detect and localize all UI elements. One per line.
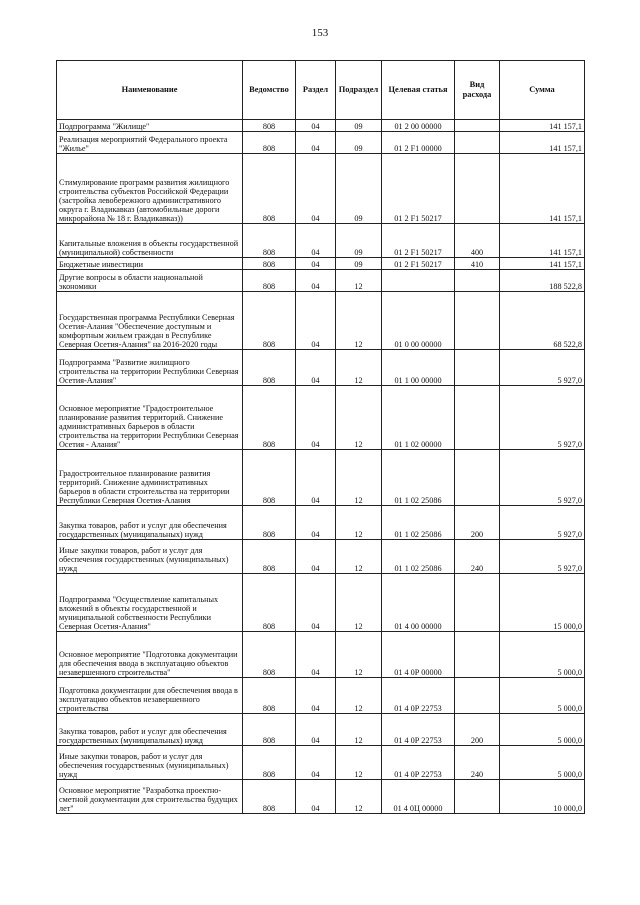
row-razdel-cell: 04 [296,574,336,632]
row-podrazdel-cell: 12 [336,540,382,574]
row-razdel-cell: 04 [296,120,336,132]
page-number: 153 [311,27,329,39]
row-name-cell: Другие вопросы в области национальной экономики [57,270,243,292]
header-celevaya: Целевая статья [382,61,455,120]
row-podrazdel-cell: 12 [336,678,382,714]
row-name-cell: Стимулирование программ развития жилищного строительства субъектов Российской Федерации (застройка левобережного административного округа г. Владикавказ (автомобильные дороги микрорайона № 18 г. Владикавказ)) [57,154,243,224]
row-vid-cell [455,154,500,224]
table-row [57,780,585,814]
row-ved-cell: 808 [243,678,296,714]
header-summa: Сумма [500,61,585,120]
row-vid-cell: 410 [455,258,500,270]
header-razdel: Раздел [296,61,336,120]
row-ved-cell: 808 [243,224,296,258]
row-celevaya-cell: 01 4 0Ц 00000 [382,780,455,814]
row-celevaya-cell: 01 2 F1 50217 [382,258,455,270]
row-vid-cell: 400 [455,224,500,258]
row-celevaya-cell: 01 4 00 00000 [382,574,455,632]
row-podrazdel-cell: 12 [336,350,382,386]
row-ved-cell: 808 [243,450,296,506]
row-ved-cell: 808 [243,270,296,292]
row-name-cell: Бюджетные инвестиции [57,258,243,270]
row-celevaya-cell: 01 1 02 25086 [382,506,455,540]
row-razdel-cell: 04 [296,270,336,292]
row-podrazdel-cell: 12 [336,574,382,632]
row-ved-cell: 808 [243,292,296,350]
row-celevaya-cell: 01 1 02 00000 [382,386,455,450]
row-vid-cell: 240 [455,540,500,574]
row-celevaya-cell: 01 2 F1 50217 [382,154,455,224]
table-header-row [57,61,585,120]
row-summa-cell: 188 522,8 [500,270,585,292]
row-razdel-cell: 04 [296,540,336,574]
row-vid-cell [455,780,500,814]
row-podrazdel-cell: 12 [336,386,382,450]
table-row [57,746,585,780]
row-vid-cell [455,450,500,506]
table-row [57,678,585,714]
table-row [57,258,585,270]
row-vid-cell: 240 [455,746,500,780]
row-name-cell: Основное мероприятие "Градостроительное планирование развития территорий. Снижение административных барьеров в области строительства на территории Республики Северная Осетия - Алания" [57,386,243,450]
table-row [57,224,585,258]
row-vid-cell [455,678,500,714]
row-summa-cell: 5 927,0 [500,386,585,450]
row-ved-cell: 808 [243,154,296,224]
row-celevaya-cell: 01 2 00 00000 [382,120,455,132]
table-row [57,270,585,292]
row-vid-cell [455,270,500,292]
row-ved-cell: 808 [243,386,296,450]
table-row [57,714,585,746]
row-summa-cell: 15 000,0 [500,574,585,632]
row-ved-cell: 808 [243,506,296,540]
row-podrazdel-cell: 09 [336,132,382,154]
table-body [57,120,585,814]
row-name-cell: Капитальные вложения в объекты государственной (муниципальной) собственности [57,224,243,258]
row-ved-cell: 808 [243,540,296,574]
row-name-cell: Иные закупки товаров, работ и услуг для обеспечения государственных (муниципальных) нужд [57,746,243,780]
row-podrazdel-cell: 12 [336,746,382,780]
row-razdel-cell: 04 [296,678,336,714]
row-summa-cell: 5 000,0 [500,632,585,678]
row-summa-cell: 141 157,1 [500,120,585,132]
row-summa-cell: 141 157,1 [500,224,585,258]
budget-table [56,60,585,814]
row-name-cell: Градостроительное планирование развития территорий. Снижение административных барьеров в области строительства на территории Республики Северная Осетия-Алания [57,450,243,506]
table-row [57,540,585,574]
row-celevaya-cell: 01 4 0Р 22753 [382,746,455,780]
row-vid-cell [455,574,500,632]
row-name-cell: Подпрограмма "Развитие жилищного строительства на территории Республики Северная Осетия-Алания" [57,350,243,386]
row-summa-cell: 5 000,0 [500,678,585,714]
table-row [57,292,585,350]
row-celevaya-cell: 01 1 02 25086 [382,450,455,506]
row-ved-cell: 808 [243,258,296,270]
row-razdel-cell: 04 [296,132,336,154]
row-podrazdel-cell: 09 [336,154,382,224]
row-podrazdel-cell: 12 [336,292,382,350]
table-row [57,574,585,632]
row-podrazdel-cell: 09 [336,120,382,132]
row-summa-cell: 10 000,0 [500,780,585,814]
row-podrazdel-cell: 12 [336,450,382,506]
row-summa-cell: 68 522,8 [500,292,585,350]
table-row [57,386,585,450]
row-summa-cell: 5 927,0 [500,450,585,506]
row-summa-cell: 5 927,0 [500,350,585,386]
row-podrazdel-cell: 12 [336,714,382,746]
row-vid-cell [455,350,500,386]
row-podrazdel-cell: 09 [336,224,382,258]
row-name-cell: Государственная программа Республики Северная Осетия-Алания "Обеспечение доступным и комфортным жильем граждан в Республике Северная Осетия-Алания" на 2016-2020 годы [57,292,243,350]
row-name-cell: Основное мероприятие "Разработка проектно-сметной документации для строительства будущих лет" [57,780,243,814]
row-name-cell: Реализация мероприятий Федерального проекта "Жилье" [57,132,243,154]
row-celevaya-cell: 01 0 00 00000 [382,292,455,350]
row-name-cell: Закупка товаров, работ и услуг для обеспечения государственных (муниципальных) нужд [57,714,243,746]
row-celevaya-cell: 01 4 0Р 00000 [382,632,455,678]
table-row [57,350,585,386]
header-ved: Ведомство [243,61,296,120]
row-ved-cell: 808 [243,574,296,632]
row-ved-cell: 808 [243,746,296,780]
row-vid-cell [455,120,500,132]
row-ved-cell: 808 [243,350,296,386]
row-podrazdel-cell: 12 [336,506,382,540]
row-ved-cell: 808 [243,132,296,154]
row-razdel-cell: 04 [296,386,336,450]
header-vid: Вид расхода [455,61,500,120]
row-ved-cell: 808 [243,120,296,132]
row-vid-cell [455,386,500,450]
row-ved-cell: 808 [243,632,296,678]
row-summa-cell: 5 927,0 [500,540,585,574]
row-summa-cell: 5 927,0 [500,506,585,540]
row-razdel-cell: 04 [296,780,336,814]
row-celevaya-cell: 01 4 0Р 22753 [382,678,455,714]
header-podrazdel: Подраздел [336,61,382,120]
row-vid-cell: 200 [455,506,500,540]
row-razdel-cell: 04 [296,632,336,678]
table-row [57,154,585,224]
row-celevaya-cell: 01 1 00 00000 [382,350,455,386]
row-razdel-cell: 04 [296,746,336,780]
row-celevaya-cell: 01 4 0Р 22753 [382,714,455,746]
table-row [57,132,585,154]
row-ved-cell: 808 [243,714,296,746]
row-podrazdel-cell: 12 [336,270,382,292]
row-summa-cell: 141 157,1 [500,132,585,154]
row-razdel-cell: 04 [296,450,336,506]
row-vid-cell [455,132,500,154]
row-name-cell: Закупка товаров, работ и услуг для обеспечения государственных (муниципальных) нужд [57,506,243,540]
row-name-cell: Иные закупки товаров, работ и услуг для обеспечения государственных (муниципальных) нужд [57,540,243,574]
row-vid-cell: 200 [455,714,500,746]
row-summa-cell: 141 157,1 [500,154,585,224]
row-celevaya-cell [382,270,455,292]
row-celevaya-cell: 01 1 02 25086 [382,540,455,574]
row-summa-cell: 5 000,0 [500,746,585,780]
row-razdel-cell: 04 [296,224,336,258]
table-row [57,506,585,540]
row-summa-cell: 5 000,0 [500,714,585,746]
table-row [57,120,585,132]
row-name-cell: Подпрограмма "Осуществление капитальных вложений в объекты государственной и муниципальной собственности Республики Северная Осетия-Алания" [57,574,243,632]
table-row [57,632,585,678]
row-razdel-cell: 04 [296,506,336,540]
row-razdel-cell: 04 [296,350,336,386]
row-summa-cell: 141 157,1 [500,258,585,270]
row-podrazdel-cell: 09 [336,258,382,270]
row-razdel-cell: 04 [296,292,336,350]
row-name-cell: Подпрограмма "Жилище" [57,120,243,132]
row-razdel-cell: 04 [296,714,336,746]
row-celevaya-cell: 01 2 F1 00000 [382,132,455,154]
row-podrazdel-cell: 12 [336,780,382,814]
row-razdel-cell: 04 [296,154,336,224]
row-vid-cell [455,292,500,350]
table-row [57,450,585,506]
row-podrazdel-cell: 12 [336,632,382,678]
row-razdel-cell: 04 [296,258,336,270]
header-name: Наименование [57,61,243,120]
row-name-cell: Подготовка документации для обеспечения ввода в эксплуатацию объектов незавершенного строительства [57,678,243,714]
row-vid-cell [455,632,500,678]
row-ved-cell: 808 [243,780,296,814]
row-celevaya-cell: 01 2 F1 50217 [382,224,455,258]
row-name-cell: Основное мероприятие "Подготовка документации для обеспечения ввода в эксплуатацию объектов незавершенного строительства" [57,632,243,678]
